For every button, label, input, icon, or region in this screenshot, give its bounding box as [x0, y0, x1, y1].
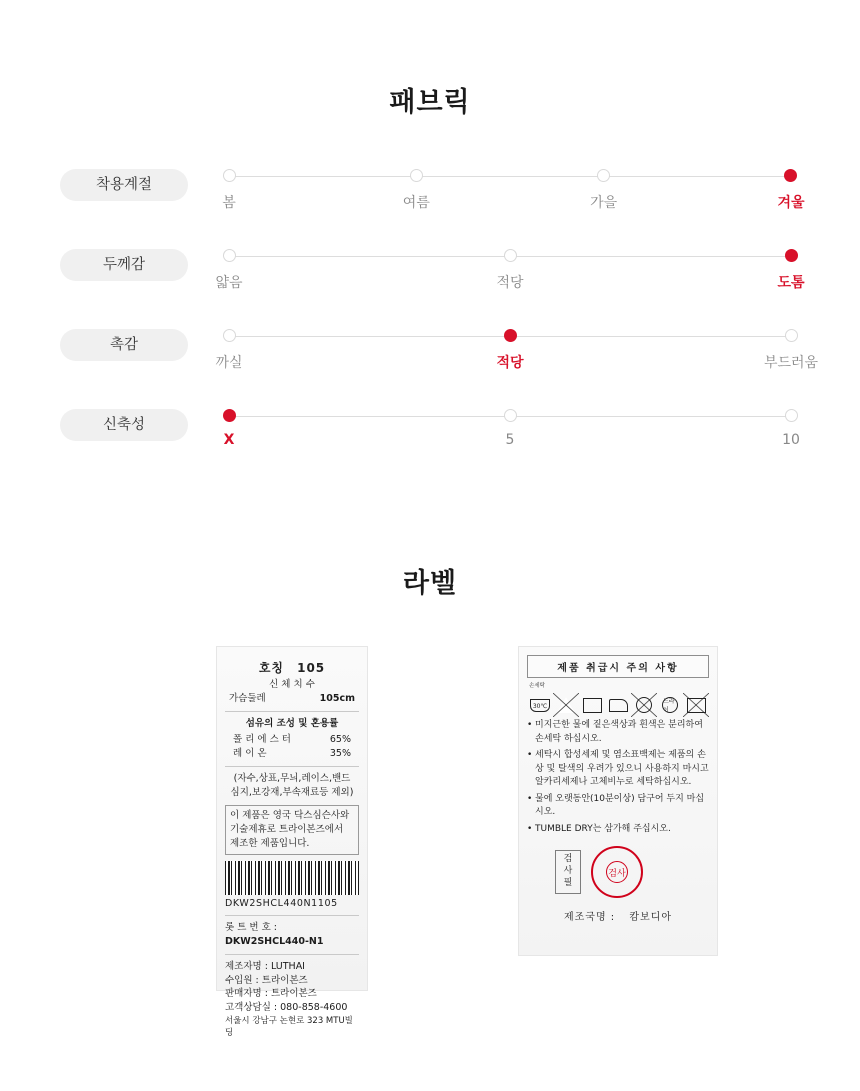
dry-flat-icon — [581, 695, 603, 715]
exclusion-note-line2: 심지,보강재,부속재료등 제외) — [230, 786, 354, 798]
scale-point-label: 얇음 — [215, 275, 243, 291]
care-instruction-list — [527, 719, 709, 836]
inspection-stamp-icon — [591, 846, 643, 898]
scale-dot-icon — [784, 169, 797, 182]
size-title-label: 호칭 — [258, 661, 285, 675]
care-instruction-item: • TUMBLE DRY는 삼가해 주십시오. — [527, 823, 709, 837]
hand-wash-caption: 손세탁 — [529, 683, 545, 689]
spec-label-texture: 촉감 — [60, 329, 188, 361]
lot-label: 롯 트 번 호 : — [225, 922, 277, 934]
scale-point-label: 까실 — [215, 355, 243, 371]
scale-dot-icon — [504, 409, 517, 422]
spec-row-texture — [60, 327, 819, 385]
origin-note-line3: 제조한 제품입니다. — [230, 837, 310, 849]
circle-shape — [662, 697, 678, 713]
company-address: 서울시 강남구 논현로 323 MTU빌딩 — [225, 1016, 353, 1039]
care-instruction-tag — [518, 646, 718, 956]
scale-point-label: 10 — [782, 432, 800, 448]
divider — [225, 915, 359, 916]
care-instruction-item: • 물에 오랫동안(10분이상) 담구어 두지 마십시오. — [527, 793, 709, 820]
no-tumble-dry-icon — [633, 695, 655, 715]
care-instruction-item: • 미지근한 물에 짙은색상과 흰색은 분리하여 손세탁 하십시오. — [527, 719, 709, 746]
barcode-number: DKW2SHCL440N1105 — [225, 897, 338, 909]
origin-note-box — [225, 805, 359, 854]
lot-value: DKW2SHCL440-N1 — [225, 936, 324, 948]
inspection-box — [555, 850, 581, 893]
importer-value: 트라이본즈 — [261, 974, 308, 986]
scale-point-spring[interactable] — [220, 167, 238, 212]
scale-point-medium[interactable] — [496, 247, 524, 292]
triangle-shape — [557, 697, 575, 713]
scale-dot-icon — [785, 329, 798, 342]
chest-value: 105cm — [319, 692, 355, 704]
page-title-fabric: 패브릭 — [389, 87, 471, 118]
scale-dot-icon — [504, 249, 517, 262]
iron-shape — [609, 699, 628, 712]
dry-clean-text: 드라이 — [663, 698, 675, 714]
scale-point-label: 적당 — [496, 355, 524, 371]
scale-point-label: 겨울 — [777, 195, 805, 211]
square-shape — [583, 698, 602, 713]
importer-label: 수입원 : — [225, 974, 259, 986]
fabric-spec-list — [60, 167, 819, 465]
maker-row — [225, 960, 359, 974]
scale-point-rough[interactable] — [215, 327, 243, 372]
spec-label-season: 착용계절 — [60, 169, 188, 201]
barcode-icon — [225, 861, 359, 895]
care-symbol-row — [529, 695, 707, 715]
composition-pct: 35% — [329, 748, 351, 760]
size-composition-tag — [216, 646, 368, 1039]
scale-point-thin[interactable] — [215, 247, 243, 292]
scale-dot-icon — [785, 249, 798, 262]
spec-label-elasticity: 신축성 — [60, 409, 188, 441]
cs-value: 080-858-4600 — [280, 1002, 348, 1014]
wash-temp-text: 30℃ — [532, 702, 548, 710]
importer-row — [225, 974, 359, 988]
origin-country-label: 제조국명 : — [563, 912, 616, 923]
seller-value: 트라이본즈 — [270, 988, 317, 1000]
seller-label: 판매자명 : — [225, 988, 268, 1000]
maker-value: LUTHAI — [270, 960, 305, 972]
scale-point-thick[interactable] — [777, 247, 805, 292]
scale-point-label: 도톰 — [777, 275, 805, 291]
scale-point-autumn[interactable] — [590, 167, 618, 212]
scale-point-label: 가을 — [590, 195, 618, 211]
body-measure-subtitle: 신 체 치 수 — [269, 679, 315, 690]
composition-pct: 65% — [329, 734, 351, 746]
size-title-value: 105 — [297, 661, 326, 675]
scale-point-label: X — [223, 432, 235, 448]
inspection-char-3: 필 — [563, 877, 573, 888]
cs-label: 고객상담실 : — [225, 1002, 278, 1014]
origin-country-value: 캄보디아 — [629, 912, 673, 923]
scale-point-10[interactable] — [782, 407, 800, 448]
scale-dot-icon — [410, 169, 423, 182]
composition-material: 폴 리 에 스 터 — [233, 734, 291, 746]
care-header: 제품 취급시 주의 사항 — [527, 655, 709, 678]
chest-label: 가슴둘레 — [229, 692, 266, 704]
spec-row-thickness — [60, 247, 805, 305]
scale-point-label: 부드러움 — [763, 355, 819, 371]
scale-dot-icon — [223, 249, 236, 262]
inspection-area — [527, 846, 709, 898]
spec-scale-texture — [215, 327, 819, 385]
spec-scale-thickness — [215, 247, 805, 305]
divider — [225, 711, 359, 712]
inspection-char-2: 사 — [563, 866, 573, 877]
label-images — [0, 646, 860, 1039]
stamp-center-text: 검사 — [606, 861, 628, 883]
composition-title: 섬유의 조성 및 혼용률 — [245, 717, 339, 729]
cs-row — [225, 1001, 359, 1015]
origin-note-line2: 기술제휴로 트라이본즈에서 — [230, 824, 344, 836]
spec-row-elasticity — [60, 407, 800, 465]
spec-label-thickness: 두께감 — [60, 249, 188, 281]
divider — [225, 766, 359, 767]
page-title-label: 라벨 — [402, 568, 458, 599]
scale-dot-icon — [504, 329, 517, 342]
maker-label: 제조자명 : — [225, 960, 268, 972]
scale-dot-icon — [223, 169, 236, 182]
inspection-char-1: 검 — [563, 854, 573, 865]
scale-point-label: 여름 — [402, 195, 430, 211]
iron-icon — [607, 695, 629, 715]
spec-row-season — [60, 167, 805, 225]
scale-point-medium[interactable] — [496, 327, 524, 372]
scale-dot-icon — [597, 169, 610, 182]
origin-note-line1: 이 제품은 영국 닥스심슨사와 — [230, 810, 350, 822]
spec-scale-elasticity — [220, 407, 800, 465]
scale-point-label: 적당 — [496, 275, 524, 291]
care-instruction-item: • 세탁시 합성세제 및 염소표백제는 제품의 손상 및 탈색의 우려가 있으니 사용하지 마시고 알카리세제나 고체비누로 세탁하십시오. — [527, 749, 709, 790]
scale-point-none[interactable] — [220, 407, 238, 448]
wash-tub-shape — [530, 699, 550, 712]
scale-dot-icon — [785, 409, 798, 422]
wash-30c-icon — [529, 695, 551, 715]
no-bleach-icon — [555, 695, 577, 715]
square-shape — [687, 698, 706, 713]
origin-country-row — [527, 908, 709, 923]
lot-row — [225, 921, 359, 949]
scale-point-soft[interactable] — [763, 327, 819, 372]
circle-shape — [636, 697, 652, 713]
scale-dot-icon — [223, 329, 236, 342]
dry-clean-icon — [659, 695, 681, 715]
seller-row — [225, 987, 359, 1001]
divider — [225, 954, 359, 955]
scale-dot-icon — [223, 409, 236, 422]
spec-scale-season — [220, 167, 805, 225]
scale-point-label: 5 — [505, 432, 515, 448]
scale-point-label: 봄 — [222, 195, 236, 211]
no-wring-icon — [685, 695, 707, 715]
scale-point-5[interactable] — [501, 407, 519, 448]
composition-material: 레 이 온 — [233, 748, 267, 760]
exclusion-note-line1: (자수,상표,무늬,레이스,밴드 — [233, 772, 351, 784]
scale-point-winter[interactable] — [777, 167, 805, 212]
scale-point-summer[interactable] — [402, 167, 430, 212]
